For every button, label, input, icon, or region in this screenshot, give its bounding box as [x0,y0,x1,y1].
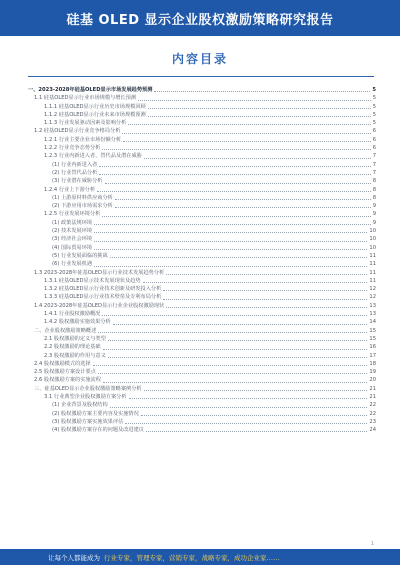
toc-entry-label: 2.6 股权激励方案的实施流程 [34,377,101,384]
toc-entry-label: 1.2.1 行业主要企业市场份额分析 [44,136,122,143]
toc-entry[interactable] [28,376,376,384]
toc-entry-page: 17 [369,352,376,359]
toc-entry-label: 1.4.2 股权激励实施效果分析 [44,319,111,326]
toc-leader-dots [144,390,368,391]
toc-entry-label: 2.2 股权激励的理论基础 [44,344,101,351]
toc-leader-dots [94,266,367,267]
toc-entry-page: 21 [369,393,376,400]
toc-leader-dots [144,158,371,159]
toc-entry-label: (2) 行业替代品分析 [52,169,98,176]
toc-entry-label: (4) 股权激励方案存在的问题及改进建议 [52,427,144,434]
toc-entry[interactable] [28,186,376,194]
toc-entry-page: 9 [372,219,376,226]
toc-leader-dots [115,207,371,208]
toc-entry-label: 1.2 硅基OLED显示行业竞争格局分析 [34,128,121,135]
toc-entry[interactable] [28,285,376,293]
toc-entry-label: 1.2.4 行业上下游分析 [44,186,96,193]
toc-entry-page: 7 [372,161,376,168]
toc-entry[interactable] [28,352,376,360]
toc-entry-page: 11 [369,252,376,259]
toc-entry-label: (3) 股权激励方案实施效果评估 [52,418,124,425]
toc-entry-label: 1.1 硅基OLED显示行业市场规模与增长预测 [34,95,136,102]
toc-divider [28,76,374,77]
toc-entry-label: (2) 股权激励方案主要内容及实施情况 [52,410,139,417]
toc-entry-label: (2) 技术发展环境 [52,228,93,235]
toc-entry[interactable] [28,210,376,218]
toc-entry-page: 6 [372,136,376,143]
toc-entry-label: 1.1.1 硅基OLED显示行业历史市场规模回顾 [44,103,146,110]
toc-entry-label: 1.4 2023-2028年硅基OLED显示行业企业股权激励现状 [34,302,165,309]
toc-entry[interactable] [28,368,376,376]
toc-entry[interactable] [28,111,376,119]
toc-title: 内容目录 [171,52,228,66]
toc-entry-page: 5 [372,120,376,127]
toc-entry[interactable] [28,161,376,169]
toc-entry-label: 1.3.1 硅基OLED显示技术发展现状及趋势 [44,277,141,284]
toc-leader-dots [94,241,367,242]
toc-leader-dots [94,249,367,250]
toc-entry[interactable] [28,227,376,235]
toc-entry-page: 9 [372,211,376,218]
toc-entry[interactable] [28,426,376,434]
toc-leader-dots [166,274,367,275]
toc-leader-dots [122,133,370,134]
toc-entry[interactable] [28,410,376,418]
toc-entry[interactable] [28,269,376,277]
toc-entry-page: 8 [372,178,376,185]
toc-entry-label: 2.3 股权激励的作用与意义 [44,352,106,359]
toc-entry[interactable] [28,327,376,335]
toc-entry[interactable] [28,302,376,310]
toc-leader-dots [94,224,371,225]
toc-entry[interactable] [28,219,376,227]
toc-leader-dots [166,307,367,308]
toc-entry-page: 22 [369,402,376,409]
toc-entry-page: 10 [369,228,376,235]
toc-entry[interactable] [28,194,376,202]
toc-list [28,86,376,538]
toc-entry-page: 9 [372,203,376,210]
toc-entry[interactable] [28,343,376,351]
toc-entry[interactable] [28,94,376,102]
toc-entry-page: 15 [369,327,376,334]
toc-entry-label: 1.1.3 行业发展驱动因素及影响分析 [44,120,127,127]
toc-entry-label: (4) 国际贸易环境 [52,244,93,251]
toc-entry-page: 12 [369,286,376,293]
toc-leader-dots [98,373,368,374]
toc-entry-page: 5 [372,103,376,110]
toc-entry-label: 三、硅基OLED显示企业股权激励策略案例分析 [34,385,142,392]
toc-entry[interactable] [28,235,376,243]
toc-entry-label: (3) 经济社会环境 [52,236,93,243]
toc-entry[interactable] [28,360,376,368]
toc-leader-dots [128,124,370,125]
toc-entry-page: 15 [369,335,376,342]
toc-leader-dots [141,415,368,416]
toc-entry[interactable] [28,169,376,177]
toc-entry-label: 2.4 股权激励模式的选择 [34,360,91,367]
toc-leader-dots [163,290,367,291]
toc-entry-label: 1.2.5 行业发展环境分析 [44,211,101,218]
toc-leader-dots [98,332,367,333]
toc-entry-page: 20 [369,377,376,384]
toc-entry-label: (6) 行业发展机遇 [52,261,93,268]
toc-entry[interactable] [28,86,376,94]
toc-entry[interactable] [28,335,376,343]
toc-leader-dots [138,100,371,101]
toc-leader-dots [123,141,371,142]
toc-entry-page: 11 [369,261,376,268]
toc-leader-dots [108,340,368,341]
toc-leader-dots [105,183,371,184]
toc-entry-label: (1) 政策法规环境 [52,219,93,226]
toc-entry[interactable] [28,252,376,260]
toc-entry-label: 2.5 股权激励方案设计要点 [34,369,96,376]
toc-entry-page: 5 [372,87,376,93]
toc-entry-label: 一、2023-2028年硅基OLED显示市场发展趋势预测 [28,87,153,93]
toc-entry[interactable] [28,401,376,409]
toc-entry-page: 19 [369,369,376,376]
toc-entry-label: (5) 行业发展面临的挑战 [52,252,108,259]
toc-entry-label: 1.4.1 行业股权激励概况 [44,311,101,318]
toc-entry-page: 8 [372,194,376,201]
toc-entry[interactable] [28,103,376,111]
toc-entry-page: 6 [372,128,376,135]
toc-entry[interactable] [28,277,376,285]
toc-entry-page: 7 [372,153,376,160]
toc-entry-label: 1.3 2023-2028年硅基OLED显示行业技术发展趋势分析 [34,269,165,276]
toc-entry-page: 13 [369,311,376,318]
toc-leader-dots [93,365,368,366]
toc-leader-dots [148,108,371,109]
toc-leader-dots [110,407,368,408]
toc-entry-label: 1.3.3 硅基OLED显示行业技术壁垒及专利布局分析 [44,294,162,301]
toc-entry[interactable] [28,119,376,127]
report-header-bar [0,0,400,36]
toc-entry[interactable] [28,127,376,135]
report-title: 硅基 OLED 显示企业股权激励策略研究报告 [66,12,334,28]
toc-entry-label: (1) 企业背景及股权结构 [52,402,108,409]
toc-entry-page: 10 [369,236,376,243]
toc-entry-page: 10 [369,244,376,251]
toc-entry-page: 14 [369,319,376,326]
footer-slogan-bar [0,549,400,565]
toc-entry-page: 22 [369,410,376,417]
toc-entry[interactable] [28,144,376,152]
toc-leader-dots [102,315,367,316]
toc-leader-dots [97,191,371,192]
toc-entry-label: (1) 上游原材料供应商分析 [52,194,113,201]
toc-leader-dots [143,282,368,283]
toc-entry-page: 11 [369,269,376,276]
toc-entry[interactable] [28,318,376,326]
toc-entry-page: 13 [369,302,376,309]
toc-leader-dots [108,357,368,358]
toc-entry-label: 1.1.2 硅基OLED显示行业未来市场规模预测 [44,111,146,118]
toc-entry-page: 6 [372,145,376,152]
page-number: 1 [370,541,374,547]
toc-leader-dots [163,299,367,300]
toc-leader-dots [103,349,368,350]
toc-leader-dots [146,431,367,432]
toc-leader-dots [103,382,367,383]
toc-entry-label: (1) 行业内新进入者 [52,161,98,168]
toc-entry-page: 23 [369,418,376,425]
toc-leader-dots [99,174,370,175]
toc-leader-dots [99,166,370,167]
toc-leader-dots [110,257,368,258]
toc-entry-page: 7 [372,169,376,176]
toc-entry-label: 1.3.2 硅基OLED显示行业技术创新及研发投入分析 [44,286,162,293]
toc-entry-label: 2.1 股权激励的定义与类型 [44,335,106,342]
toc-entry-label: 1.2.2 行业竞争态势分析 [44,145,101,152]
toc-entry[interactable] [28,260,376,268]
toc-leader-dots [102,149,370,150]
toc-leader-dots [94,232,367,233]
toc-entry[interactable] [28,152,376,160]
toc-entry-page: 11 [369,277,376,284]
toc-entry-label: (3) 行业潜在威胁分析 [52,178,103,185]
toc-entry[interactable] [28,293,376,301]
toc-entry[interactable] [28,136,376,144]
toc-leader-dots [115,199,371,200]
toc-entry-label: 3.1 行业典型企业股权激励方案分析 [44,393,127,400]
footer-slogan-tail: 行业专家，管理专家，营销专家，战略专家，成功企业家…… [104,553,280,562]
toc-entry-label: 1.2.3 行业内新进入者、替代品及潜在威胁 [44,153,142,160]
toc-entry[interactable] [28,244,376,252]
toc-entry-page: 16 [369,344,376,351]
toc-leader-dots [129,398,368,399]
toc-entry[interactable] [28,418,376,426]
toc-entry-label: 二、企业股权激励策略概述 [34,327,97,334]
toc-leader-dots [102,216,370,217]
toc-entry[interactable] [28,202,376,210]
toc-entry-label: (2) 下游应用市场需求分析 [52,203,113,210]
toc-entry[interactable] [28,310,376,318]
toc-entry-page: 5 [372,95,376,102]
toc-entry[interactable] [28,177,376,185]
toc-leader-dots [125,423,367,424]
toc-entry[interactable] [28,385,376,393]
toc-entry-page: 18 [369,360,376,367]
toc-leader-dots [154,91,370,92]
toc-leader-dots [148,116,371,117]
toc-entry-page: 12 [369,294,376,301]
toc-entry[interactable] [28,393,376,401]
toc-entry-page: 24 [369,427,376,434]
toc-entry-page: 8 [372,186,376,193]
toc-leader-dots [113,324,368,325]
footer-slogan-lead: 让每个人都能成为 [48,553,100,562]
toc-entry-page: 5 [372,111,376,118]
toc-entry-page: 21 [369,385,376,392]
